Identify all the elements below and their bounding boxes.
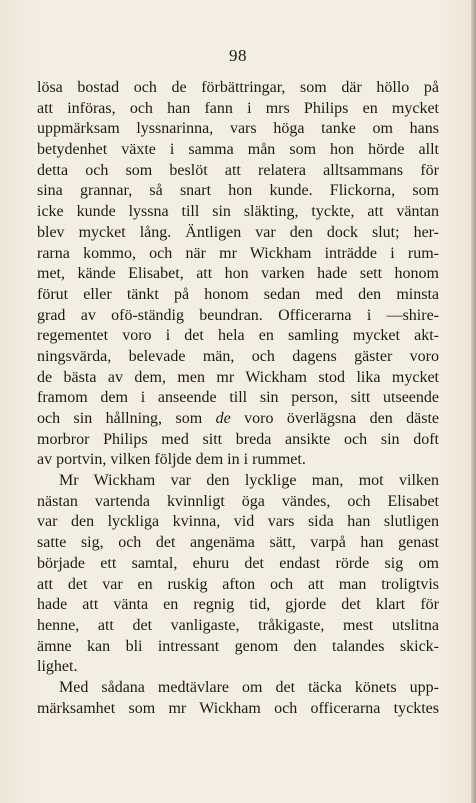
text-line: ningsvärda, belevade män, och dagens gäster voro [37, 347, 439, 365]
text-line: satte sig, och det angenäma sätt, varpå han genast [37, 534, 439, 552]
text-line: henne, att det vanligaste, tråkigaste, mest utslitna [37, 616, 439, 634]
text-line: förut eller tänkt på honom sedan med den minsta [37, 285, 439, 303]
text-line: nästan vartenda kvinnligt öga vändes, och Elisabet [37, 492, 439, 510]
text-line: att införas, och han fann i mrs Philips en mycket [37, 99, 439, 117]
text-line: sina grannar, så snart hon kunde. Flickorna, som [37, 182, 439, 200]
text-line: detta och som beslöt att relatera alltsammans för [37, 161, 439, 179]
text-line: framom dem i anseende till sin person, sitt utseende [37, 389, 439, 407]
page-edge-shadow [471, 0, 476, 803]
text-line [37, 409, 439, 430]
text-line: betydenhet växte i samma mån som hon hörde allt [37, 141, 439, 159]
text-line: Med sådana medtävlare om det täcka könets upp- [59, 678, 439, 696]
text-line: icke kunde lyssna till sin släkting, tyckte, att väntan [37, 203, 439, 221]
text-line: uppmärksam lyssnarinna, vars höga tanke om hans [37, 120, 439, 138]
text-segment: voro överlägsna den däste [230, 410, 439, 427]
text-line: rarna kommo, och när mr Wickham inträdde i rum- [37, 244, 439, 262]
text-line: var den lyckliga kvinna, vid vars sida han slutligen [37, 513, 439, 531]
text-line: ämne kan bli intressant genom den talandes skick- [37, 637, 439, 655]
text-line: hade att vänta en regnig tid, gjorde det klart för [37, 596, 439, 614]
text-line: lösa bostad och de förbättringar, som där höllo på [37, 79, 439, 96]
text-line: de bästa av dem, men mr Wickham stod lika mycket [37, 368, 439, 386]
text-line: började ett samtal, ehuru det endast rörde sig om [37, 554, 439, 572]
page-number: 98 [229, 46, 247, 65]
text-line: Mr Wickham var den lycklige man, mot vilken [59, 472, 439, 490]
text-line: lighet. [37, 658, 78, 676]
text-line: märksamhet som mr Wickham och officerarna tycktes [37, 699, 439, 717]
italic-emphasis: de [215, 410, 231, 427]
text-line: regementet voro i det hela en samling mycket akt- [37, 327, 439, 345]
text-line: blev mycket lång. Äntligen var den dock slut; her- [37, 223, 439, 241]
body-text [37, 78, 439, 719]
text-line: grad av ofö-ständig beundran. Officerarna i —shire- [37, 306, 439, 324]
text-line: morbror Philips med sitt breda ansikte och sin doft [37, 430, 439, 448]
text-line: met, kände Elisabet, att hon varken hade sett honom [37, 265, 439, 283]
text-line: av portvin, vilken följde dem in i rummet. [37, 451, 306, 469]
text-line: att det var en ruskig afton och att man troligtvis [37, 575, 439, 593]
text-segment: och sin hållning, som [37, 410, 216, 427]
